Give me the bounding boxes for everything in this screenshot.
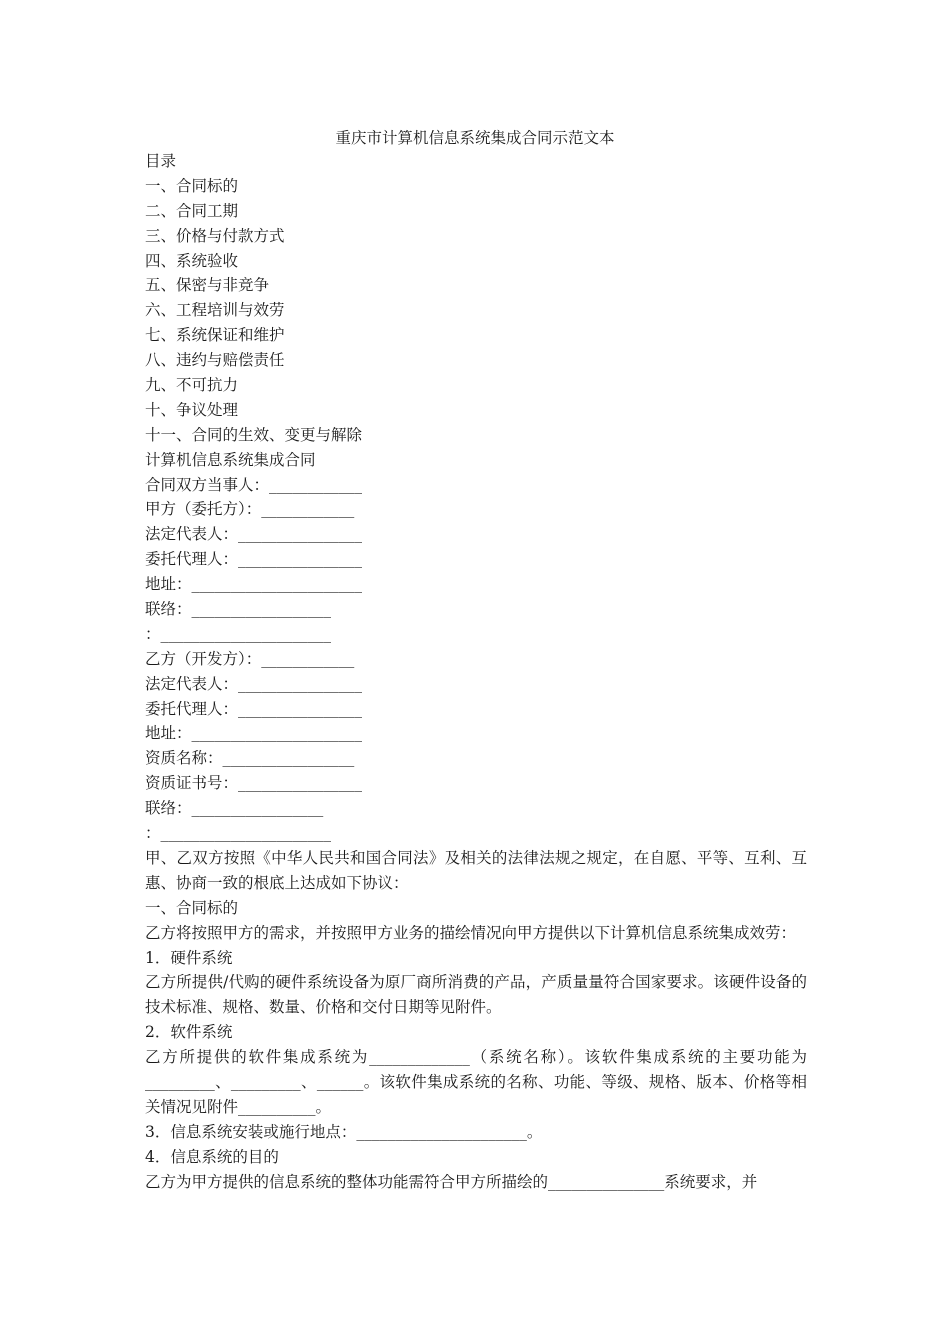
toc-item: 四、系统验收 (145, 251, 239, 270)
item-heading: 1．硬件系统 (145, 948, 233, 967)
toc-item: 七、系统保证和维护 (145, 326, 285, 345)
party-a-name-field: 甲方（委托方）：____________ (145, 500, 355, 519)
section-paragraph: 乙方将按照甲方的需求，并按照甲方业务的描绘情况向甲方提供以下计算机信息系统集成效劳： (145, 923, 797, 942)
party-a-address-field: 地址：______________________ (145, 575, 363, 594)
party-a-fields (145, 473, 807, 647)
item-paragraph: 乙方为甲方提供的信息系统的整体功能需符合甲方所描绘的_______________系统要求，并 (145, 1172, 758, 1191)
toc-item: 九、不可抗力 (145, 376, 239, 395)
toc-item: 五、保密与非竞争 (145, 276, 270, 295)
item-paragraph: 乙方所提供/代购的硬件系统设备为原厂商所消费的产品，产质量量符合国家要求。该硬件设备的技术标准、规格、数量、价格和交付日期等见附件。 (145, 973, 807, 1017)
party-b-legal-rep-field: 法定代表人：________________ (145, 674, 363, 693)
party-b-qualification-name-field: 资质名称：_________________ (145, 749, 355, 768)
party-b-contact-field: 联络：_________________ (145, 799, 324, 818)
table-of-contents (145, 174, 807, 448)
item-heading: 4．信息系统的目的 (145, 1147, 279, 1166)
party-a-extra-field: ：______________________ (145, 624, 332, 643)
item-line: 3．信息系统安装或施行地点：______________________。 (145, 1122, 543, 1141)
party-b-name-field: 乙方（开发方）：____________ (145, 649, 355, 668)
toc-item: 十一、合同的生效、变更与解除 (145, 425, 363, 444)
party-b-extra-field: ：______________________ (145, 824, 332, 843)
party-b-fields (145, 647, 807, 846)
document-body (145, 149, 807, 1195)
intro-paragraph: 甲、乙双方按照《中华人民共和国合同法》及相关的法律法规之规定，在自愿、平等、互利、互惠、协商一致的根底上达成如下协议： (145, 848, 807, 892)
item-heading: 2．软件系统 (145, 1023, 233, 1042)
parties-field: 合同双方当事人：____________ (145, 475, 363, 494)
party-b-address-field: 地址：______________________ (145, 724, 363, 743)
toc-item: 三、价格与付款方式 (145, 226, 285, 245)
toc-item: 一、合同标的 (145, 176, 239, 195)
party-a-legal-rep-field: 法定代表人：________________ (145, 525, 363, 544)
toc-item: 二、合同工期 (145, 201, 239, 220)
toc-item: 六、工程培训与效劳 (145, 301, 285, 320)
party-b-agent-field: 委托代理人：________________ (145, 699, 363, 718)
party-b-certificate-field: 资质证书号：________________ (145, 774, 363, 793)
section-heading: 一、合同标的 (145, 898, 239, 917)
party-a-agent-field: 委托代理人：________________ (145, 550, 363, 569)
party-a-contact-field: 联络：__________________ (145, 600, 332, 619)
contract-title: 计算机信息系统集成合同 (145, 450, 316, 469)
toc-heading: 目录 (145, 152, 177, 170)
item-paragraph: 乙方所提供的软件集成系统为_____________（系统名称）。该软件集成系统的主要功能为_________、_________、______。该软件集成系统的名称、功能、等级、规格、版本、价格等相关情况见附件__________。 (145, 1048, 807, 1116)
toc-item: 十、争议处理 (145, 400, 239, 419)
toc-item: 八、违约与赔偿责任 (145, 351, 285, 370)
document-title: 重庆市计算机信息系统集成合同示范文本 (335, 129, 615, 147)
